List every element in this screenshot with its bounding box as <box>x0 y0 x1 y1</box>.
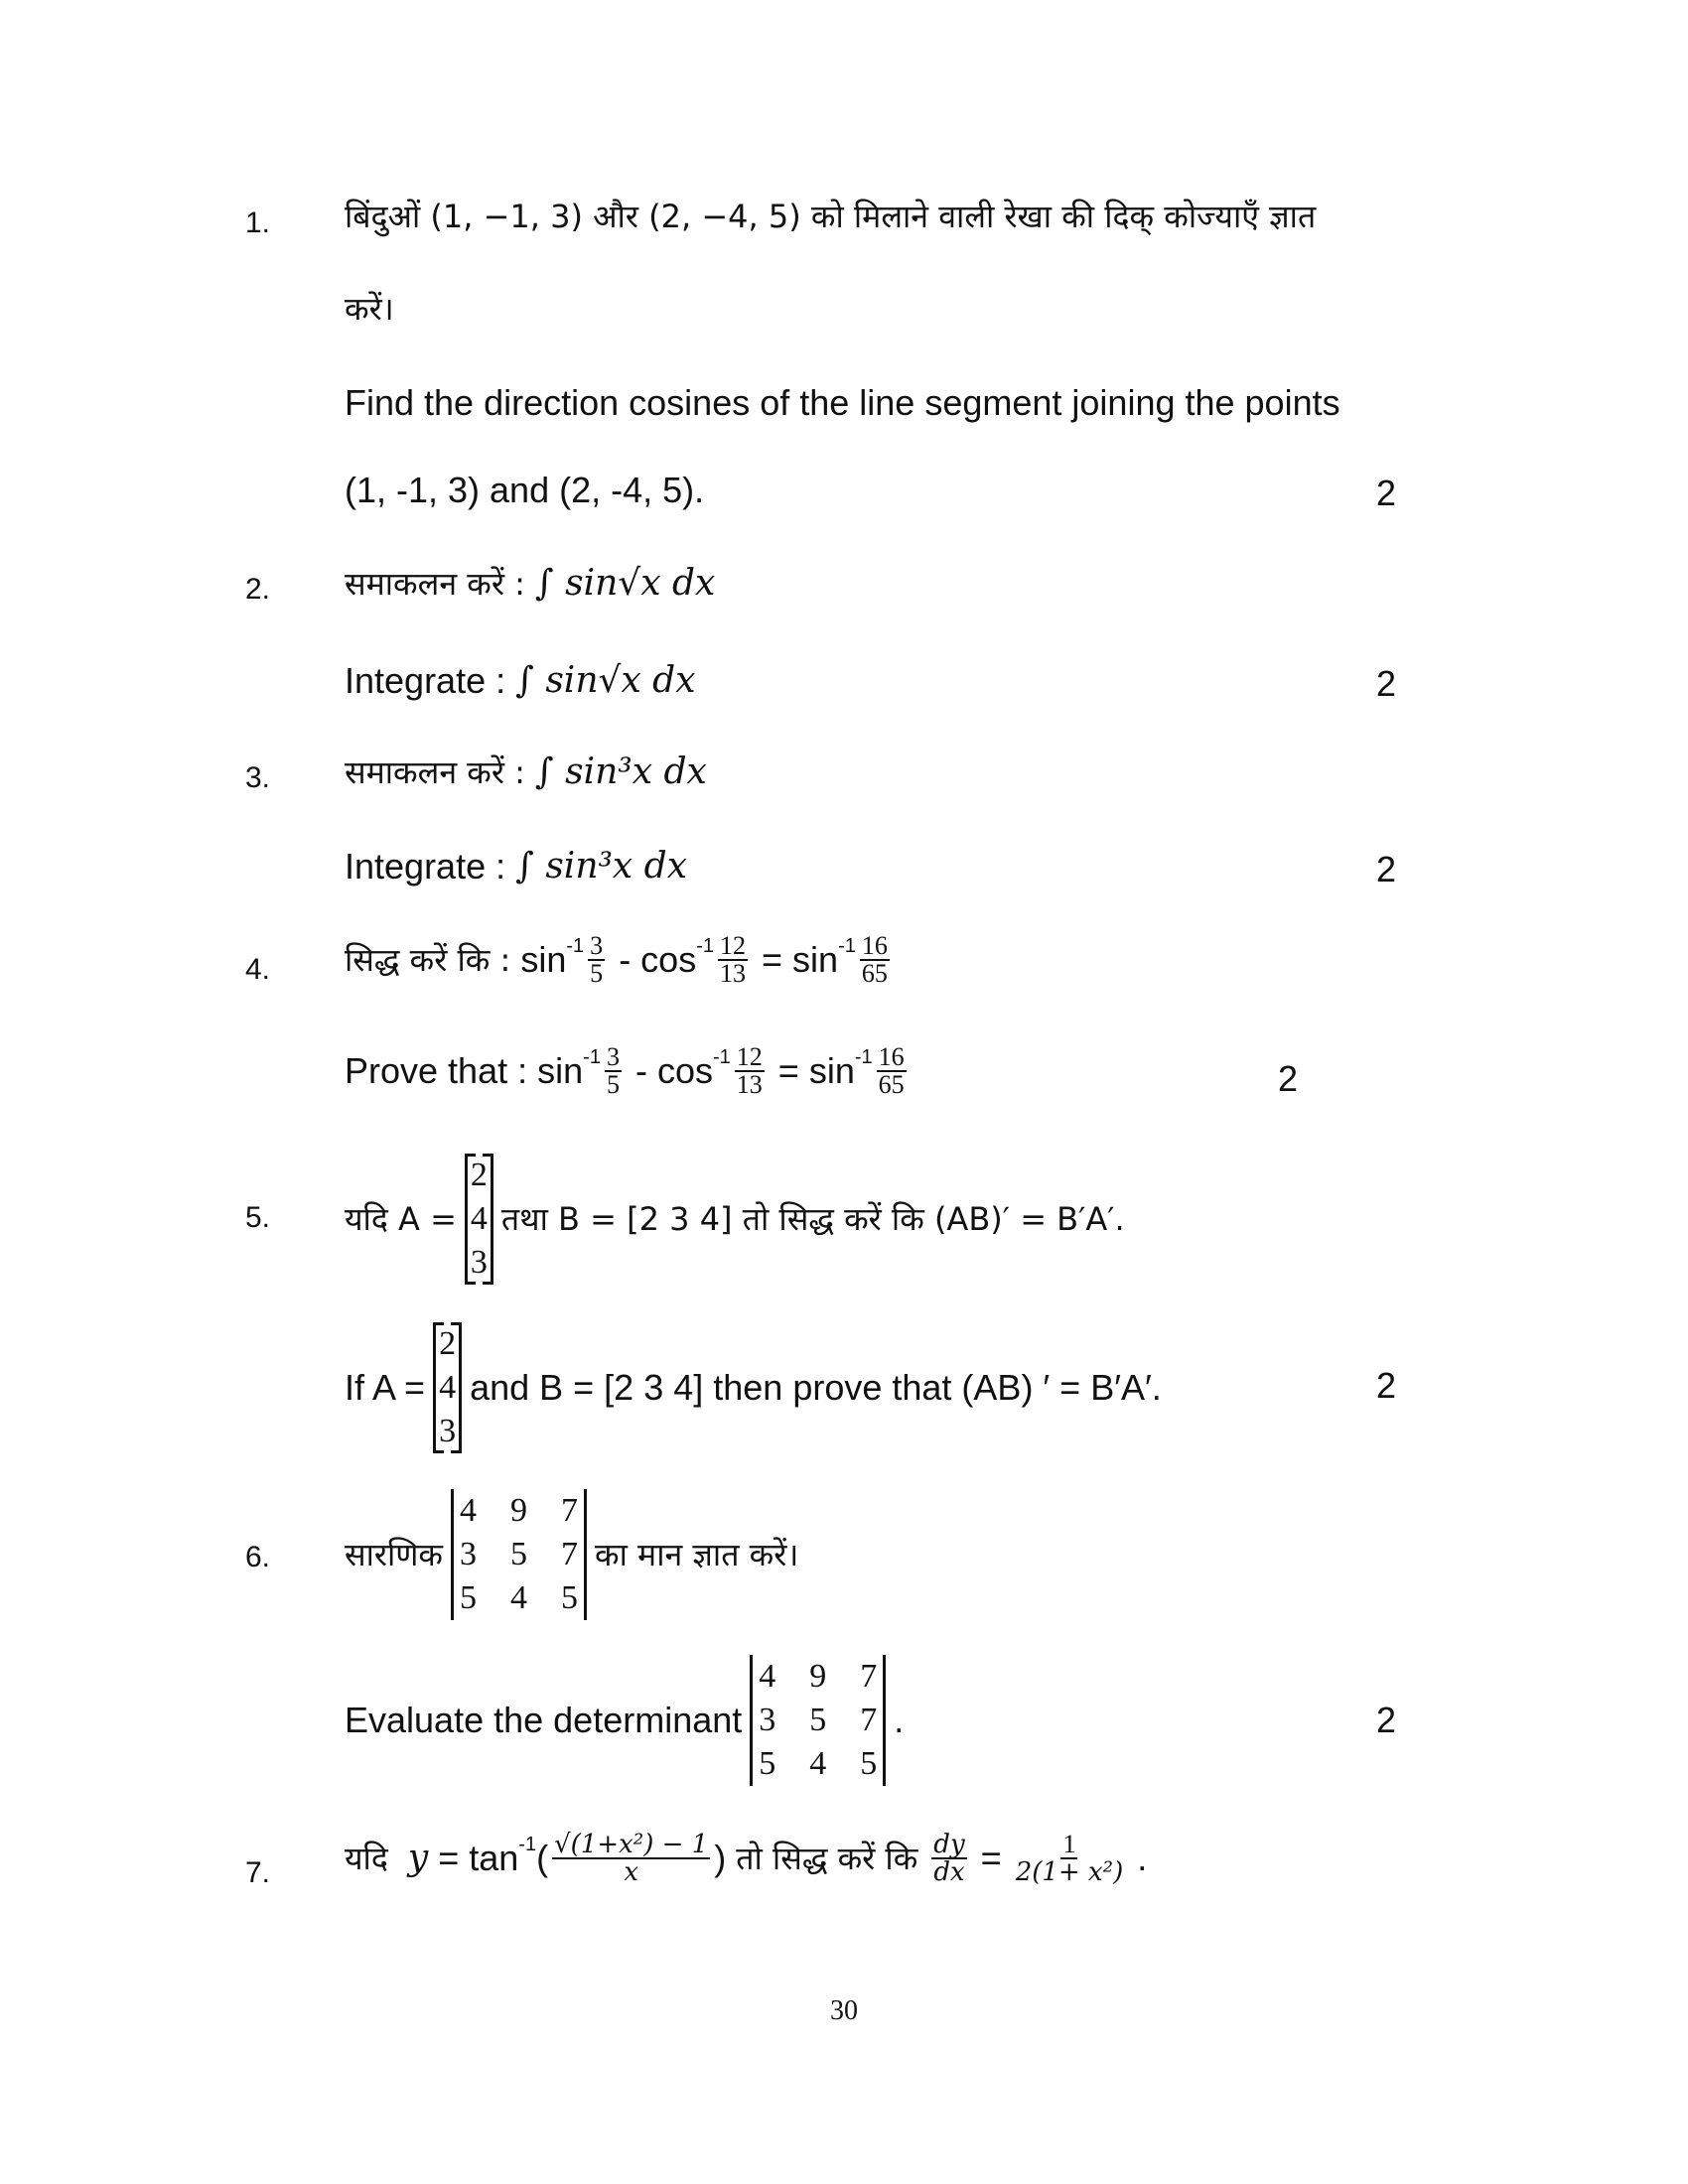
inverse: -1 <box>566 935 585 957</box>
marks: 2 <box>1376 663 1397 704</box>
q1-hindi: बिंदुओं (1, −1, 3) और (2, −4, 5) को मिलाने वाली रेखा की दिक् कोज्याएँ ज्ञात <box>345 198 1317 235</box>
q3-en-label: Integrate : <box>345 846 506 887</box>
marks: 2 <box>1376 849 1397 889</box>
denominator: 5 <box>606 1070 620 1099</box>
det-row <box>759 1699 877 1742</box>
var-y: y <box>407 1838 429 1878</box>
inverse: -1 <box>518 1834 537 1855</box>
q7-hindi-if: यदि <box>345 1840 388 1877</box>
denominator: 13 <box>720 959 746 988</box>
det-row <box>460 1576 578 1620</box>
denominator: x <box>624 1857 638 1887</box>
det-cell: 4 <box>460 1492 478 1529</box>
q5-hindi <box>345 1154 1125 1285</box>
q4-english <box>345 1044 911 1098</box>
det-cell: 4 <box>510 1579 528 1616</box>
inverse: -1 <box>696 935 714 957</box>
q3-hindi <box>345 751 707 792</box>
det-cell: 5 <box>510 1536 528 1572</box>
equals-sin: = sin <box>777 1050 855 1091</box>
inverse: -1 <box>838 935 856 957</box>
q6-hindi-rest: का मान ज्ञात करें। <box>595 1536 799 1573</box>
inverse: -1 <box>712 1046 731 1068</box>
q4-en-label: Prove that : <box>345 1050 528 1091</box>
determinant <box>750 1655 886 1786</box>
matrix-cell: 4 <box>439 1369 457 1406</box>
matrix-cell: 3 <box>439 1413 457 1449</box>
q4-hindi <box>345 933 894 987</box>
marks: 2 <box>1376 473 1397 513</box>
q1-hindi-cont: करें। <box>345 290 394 328</box>
numerator: 1 <box>1062 1830 1076 1858</box>
q5-hindi-rest: तथा B = [2 3 4] तो सिद्ध करें कि (AB)′ = B′A′. <box>500 1200 1125 1238</box>
det-cell: 9 <box>809 1658 827 1695</box>
question-number: 6. <box>245 1541 271 1573</box>
numerator: 16 <box>878 1042 905 1071</box>
q2-expr-en: ∫ sin√x dx <box>515 660 696 701</box>
det-row <box>759 1742 877 1786</box>
fraction <box>1016 1832 1124 1885</box>
q5-en-rest: and B = [2 3 4] then prove that (AB) ′ = B′A′. <box>470 1367 1162 1408</box>
denominator: dx <box>933 1857 965 1887</box>
det-cell: 7 <box>860 1658 878 1695</box>
denominator: 65 <box>861 959 888 988</box>
q1-english-cont: (1, -1, 3) and (2, -4, 5). <box>345 470 705 510</box>
q5-en-if: If A = <box>345 1367 426 1408</box>
determinant <box>451 1489 587 1620</box>
denominator: 2(1+ x²) <box>1015 1857 1124 1887</box>
marks: 2 <box>1376 1365 1397 1406</box>
det-cell: 5 <box>809 1702 827 1738</box>
q2-en-label: Integrate : <box>345 660 506 701</box>
fraction <box>718 933 748 987</box>
q2-expr: ∫ sin√x dx <box>534 563 716 604</box>
numerator: √(1+x²) − 1 <box>554 1830 709 1859</box>
det-cell: 5 <box>460 1579 478 1616</box>
det-cell: 3 <box>460 1536 478 1572</box>
fraction <box>877 1044 907 1098</box>
question-number: 5. <box>245 1201 271 1234</box>
matrix-cell: 2 <box>439 1325 457 1362</box>
matrix-a <box>433 1322 462 1453</box>
numerator: 12 <box>736 1042 763 1071</box>
marks: 2 <box>1376 1700 1397 1740</box>
fraction <box>552 1832 710 1885</box>
fraction <box>605 1044 622 1098</box>
q2-hindi <box>345 563 716 604</box>
inverse: -1 <box>583 1046 601 1068</box>
question-number: 4. <box>245 953 271 986</box>
q6-hindi <box>345 1489 798 1620</box>
q7-hindi: यदि y = tan -1 ( $\frac{\text{√(1+x²) − 1}}{x}$ ) तो सिद्ध करें कि $\frac{dy}{dx}$ = $\frac{1}{\text{2(1+ x²)}}$ . <box>345 1830 1148 1887</box>
det-cell: 7 <box>860 1702 878 1738</box>
numerator: 3 <box>590 931 604 960</box>
inverse: -1 <box>854 1046 873 1068</box>
sin: sin <box>537 1050 584 1091</box>
det-row <box>460 1533 578 1576</box>
det-cell: 9 <box>510 1492 528 1529</box>
numerator: 16 <box>861 931 888 960</box>
q3-expr: ∫ sin³x dx <box>534 751 707 792</box>
q5-english <box>345 1322 1162 1453</box>
question-number: 1. <box>245 206 271 239</box>
question-number: 3. <box>245 761 271 794</box>
q7-hindi-mid: तो सिद्ध करें कि <box>736 1840 918 1877</box>
matrix-a <box>465 1154 493 1285</box>
q2-hindi-label: समाकलन करें : <box>345 565 525 603</box>
q3-english <box>345 846 688 887</box>
fraction <box>860 933 890 987</box>
matrix-cell: 2 <box>470 1157 488 1193</box>
q6-hindi-label: सारणिक <box>345 1536 444 1573</box>
equals: = <box>980 1838 1002 1878</box>
det-cell: 5 <box>561 1579 579 1616</box>
det-cell: 3 <box>759 1702 776 1738</box>
det-cell: 5 <box>759 1745 776 1782</box>
page-number: 30 <box>830 1995 858 2026</box>
q3-expr-en: ∫ sin³x dx <box>515 846 688 887</box>
marks: 2 <box>1278 1058 1299 1099</box>
det-cell: 5 <box>860 1745 878 1782</box>
det-cell: 7 <box>561 1492 579 1529</box>
q4-hindi-label: सिद्ध करें कि : <box>345 941 511 979</box>
q1-english: Find the direction cosines of the line segment joining the points <box>345 382 1340 423</box>
fraction <box>588 933 605 987</box>
det-cell: 4 <box>759 1658 776 1695</box>
matrix-cell: 3 <box>470 1244 488 1281</box>
det-row <box>460 1489 578 1533</box>
derivative <box>931 1832 966 1885</box>
fraction <box>735 1044 765 1098</box>
det-cell: 4 <box>809 1745 827 1782</box>
numerator: dy <box>933 1830 965 1859</box>
sin: sin <box>520 939 567 980</box>
det-row <box>759 1655 877 1699</box>
denominator: 13 <box>736 1070 763 1099</box>
q6-en-label: Evaluate the determinant <box>345 1700 743 1740</box>
denominator: 65 <box>878 1070 905 1099</box>
tan: = tan <box>438 1838 519 1878</box>
q2-english <box>345 660 696 701</box>
matrix-cell: 4 <box>470 1200 488 1237</box>
det-cell: 7 <box>561 1536 579 1572</box>
cos: - cos <box>619 939 697 980</box>
q3-hindi-label: समाकलन करें : <box>345 753 525 791</box>
question-number: 7. <box>245 1856 271 1889</box>
equals-sin: = sin <box>762 939 839 980</box>
cos: - cos <box>634 1050 713 1091</box>
denominator: 5 <box>590 959 604 988</box>
numerator: 3 <box>606 1042 620 1071</box>
question-number: 2. <box>245 573 271 606</box>
q5-hindi-if: यदि A = <box>345 1200 457 1238</box>
q6-english: Evaluate the determinant 4 9 7 3 5 7 5 4 5 . <box>345 1655 904 1786</box>
numerator: 12 <box>720 931 746 960</box>
